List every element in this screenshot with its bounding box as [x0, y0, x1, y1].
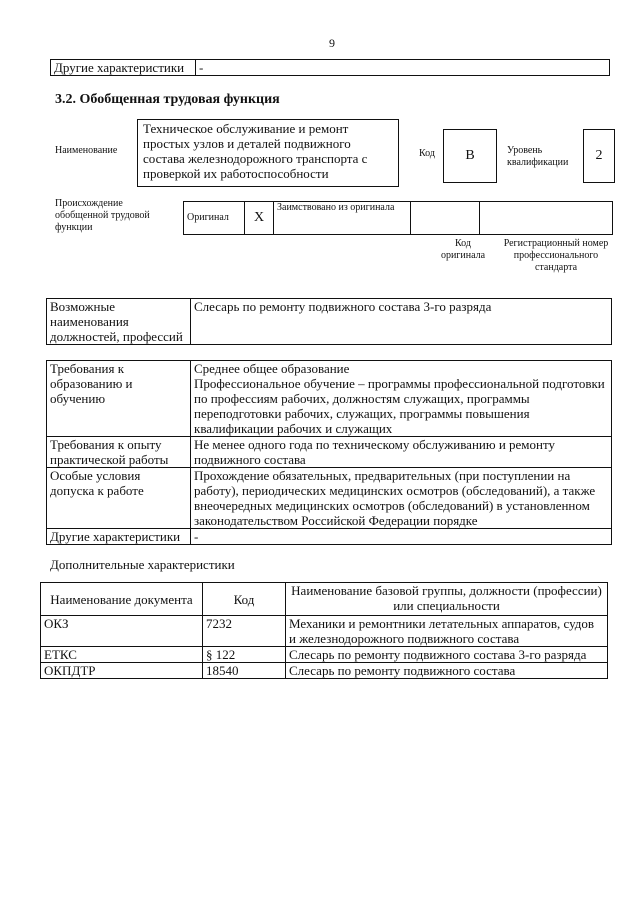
original-label: Оригинал: [184, 202, 245, 235]
code-original-cell: [411, 202, 480, 235]
extra-cell-doc: ОКЗ: [41, 616, 203, 647]
reg-number-caption: Регистрационный номер профессионального стандарта: [503, 238, 609, 273]
other-characteristics-value: -: [196, 60, 610, 76]
extra-header-row: [41, 583, 608, 616]
other-characteristics-label: Другие характеристики: [51, 60, 196, 76]
requirement-row: [47, 437, 612, 468]
requirement-label: Требования к опыту практической работы: [47, 437, 191, 468]
table-row: [41, 663, 608, 679]
name-label: Наименование: [55, 145, 118, 156]
extra-title: Дополнительные характеристики: [50, 557, 235, 572]
level-value: 2: [583, 129, 615, 183]
code-label: Код: [419, 148, 435, 159]
positions-table: [46, 298, 612, 345]
requirement-label: Другие характеристики: [47, 529, 191, 545]
other-characteristics-table: [50, 59, 610, 76]
positions-value: Слесарь по ремонту подвижного состава 3-го разряда: [191, 299, 612, 345]
reg-number-cell: [480, 202, 613, 235]
name-value: Техническое обслуживание и ремонт простых узлов и деталей подвижного состава железнодорожного транспорта с проверкой их работоспособности: [137, 119, 399, 187]
extra-cell-doc: ЕТКС: [41, 647, 203, 663]
extra-header-doc: Наименование документа: [41, 583, 203, 616]
borrowed-label: Заимствовано из оригинала: [274, 202, 411, 235]
section-title: 3.2. Обобщенная трудовая функция: [55, 92, 280, 107]
origin-table: [183, 201, 613, 235]
extra-cell-name: Механики и ремонтники летательных аппаратов, судов и железнодорожного подвижного состава: [286, 616, 608, 647]
extra-cell-code: § 122: [203, 647, 286, 663]
extra-cell-code: 18540: [203, 663, 286, 679]
requirement-row: [47, 529, 612, 545]
requirement-row: [47, 468, 612, 529]
extra-cell-name: Слесарь по ремонту подвижного состава 3-го разряда: [286, 647, 608, 663]
extra-cell-doc: ОКПДТР: [41, 663, 203, 679]
requirement-value: Прохождение обязательных, предварительных (при поступлении на работу), периодических медицинских осмотров (обследований), а также внеочередных медицинских осмотров (обследований) в установленном законодательством Российской Федерации порядке: [191, 468, 612, 529]
code-value: B: [443, 129, 497, 183]
requirement-value: Среднее общее образование Профессиональное обучение – программы профессиональной подготовки по профессиям рабочих, должностям служащих, программы переподготовки рабочих, служащих, программы повышения квалификации рабочих и служащих: [191, 361, 612, 437]
requirements-table: [46, 360, 612, 545]
requirement-label: Требования к образованию и обучению: [47, 361, 191, 437]
extra-cell-name: Слесарь по ремонту подвижного состава: [286, 663, 608, 679]
code-original-caption: Код оригинала: [440, 238, 486, 261]
requirement-row: [47, 361, 612, 437]
extra-table: [40, 582, 608, 679]
requirement-value: -: [191, 529, 612, 545]
origin-label: Происхождение обобщенной трудовой функции: [55, 198, 150, 233]
table-row: [41, 616, 608, 647]
extra-header-name: Наименование базовой группы, должности (профессии) или специальности: [286, 583, 608, 616]
original-mark: X: [245, 202, 274, 235]
level-label: Уровень квалификации: [507, 145, 569, 168]
positions-label: Возможные наименования должностей, профессий: [47, 299, 191, 345]
page-number: 9: [329, 36, 335, 50]
table-row: [41, 647, 608, 663]
requirement-value: Не менее одного года по техническому обслуживанию и ремонту подвижного состава: [191, 437, 612, 468]
requirement-label: Особые условия допуска к работе: [47, 468, 191, 529]
extra-header-code: Код: [203, 583, 286, 616]
extra-cell-code: 7232: [203, 616, 286, 647]
